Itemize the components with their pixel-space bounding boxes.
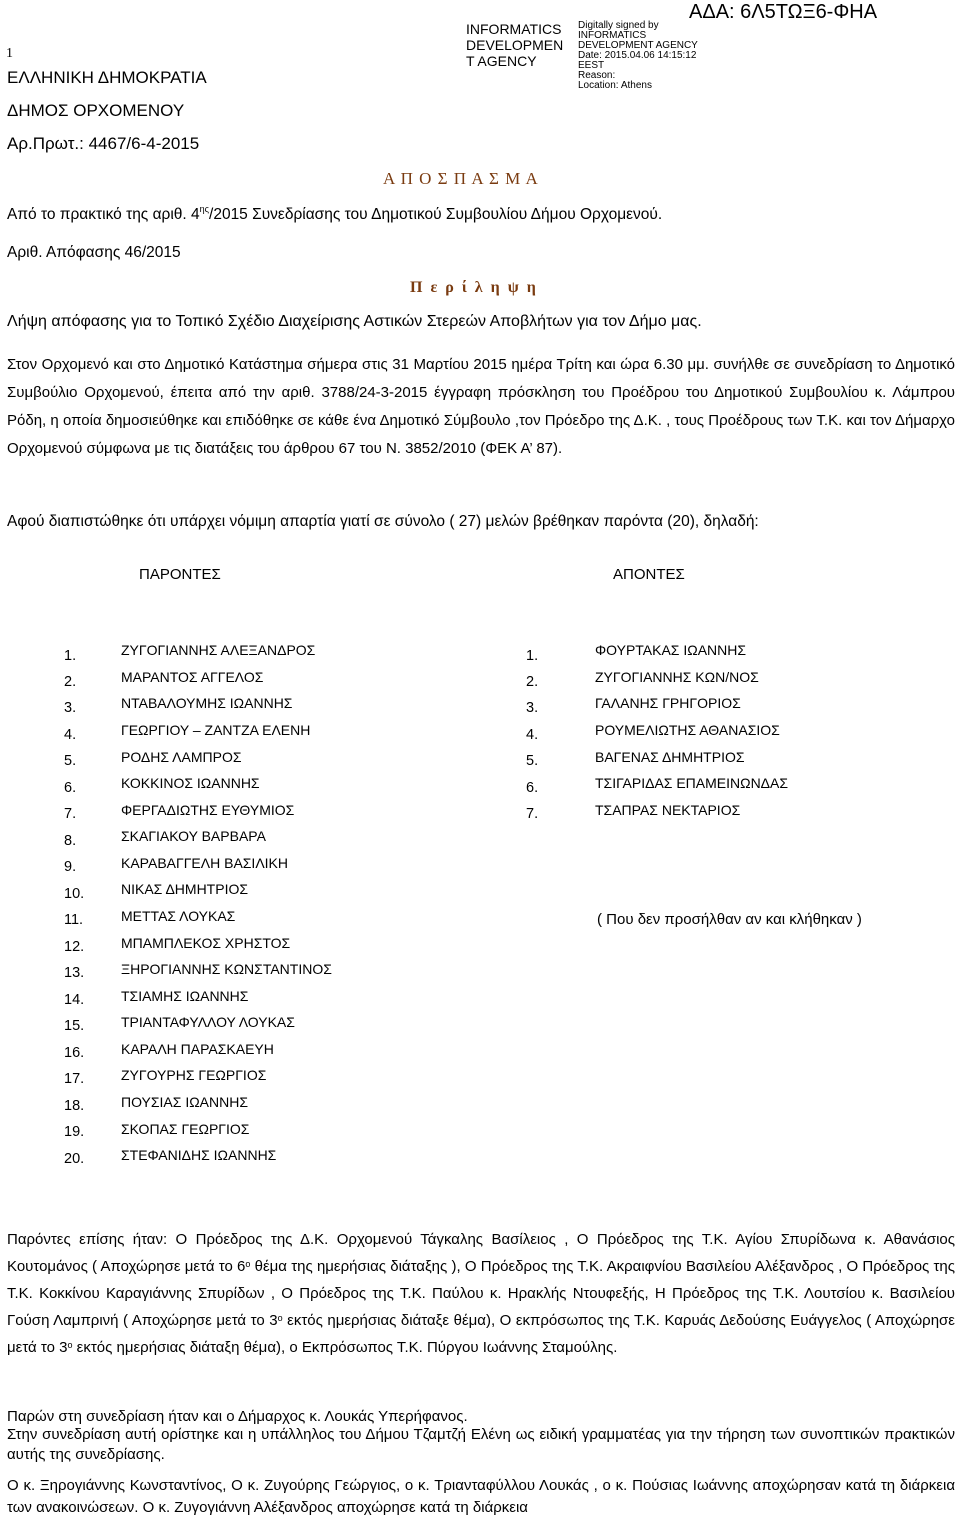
present-number: 18. <box>64 1098 85 1114</box>
signer-line-1: INFORMATICS <box>466 21 562 37</box>
present-number: 15. <box>64 1018 85 1034</box>
also-present-part-1: Παρόντες επίσης ήταν: Ο Πρόεδρος της Δ.Κ. Ορχομενού Τάγκαλης Βασίλειος , Ο Πρόεδρος της Τ.Κ. Αγίου Σπυρίδωνα κ. Αθανάσιος Κουτομάνος ( Αποχώρησε μετά το 6 <box>7 1231 955 1275</box>
present-name: ΤΡΙΑΝΤΑΦΥΛΛΟΥ ΛΟΥΚΑΣ <box>121 1014 295 1030</box>
present-number: 10. <box>64 886 85 902</box>
absent-name: ΤΣΑΠΡΑΣ ΝΕΚΤΑΡΙΟΣ <box>595 802 741 818</box>
also-present-paragraph <box>7 1226 955 1361</box>
departures-paragraph: Ο κ. Ξηρογιάννης Κωνσταντίνος, Ο κ. Ζυγούρης Γεώργιος, ο κ. Τριανταφύλλου Λουκάς , ο κ. Πούσιας Ιωάννης αποχώρησαν κατά τη διάρκεια των ανακοινώσεων. Ο κ. Ζυγογιάννη Αλέξανδρος αποχώρησε κατά τη διάρκεια <box>7 1477 955 1516</box>
present-name: ΡΟΔΗΣ ΛΑΜΠΡΟΣ <box>121 749 242 765</box>
superscript-ordinal: ο <box>67 1340 73 1350</box>
summary-heading: Π ε ρ ί λ η ψ η <box>410 279 538 296</box>
ada-code: ΑΔΑ: 6Λ5ΤΩΞ6-ΦΗΑ <box>689 1 878 23</box>
present-name: ΣΚΟΠΑΣ ΓΕΩΡΓΙΟΣ <box>121 1121 250 1137</box>
absent-note: ( Που δεν προσήλθαν αν και κλήθηκαν ) <box>597 911 862 928</box>
present-number: 5. <box>64 753 77 769</box>
signature-line-5: EEST <box>578 60 605 71</box>
absent-number: 4. <box>526 727 539 743</box>
present-number: 14. <box>64 992 85 1008</box>
minutes-reference <box>7 206 662 224</box>
minutes-line-end: /2015 Συνεδρίασης του Δημοτικού Συμβουλίου Δήμου Ορχομενού. <box>209 206 663 223</box>
summary-text: Λήψη απόφασης για το Τοπικό Σχέδιο Διαχείρισης Αστικών Στερεών Αποβλήτων για τον Δήμο μας. <box>7 313 702 330</box>
absent-number: 6. <box>526 780 539 796</box>
minutes-superscript: ης <box>199 204 210 214</box>
present-name: ΖΥΓΟΥΡΗΣ ΓΕΩΡΓΙΟΣ <box>121 1067 267 1083</box>
present-name: ΣΚΑΓΙΑΚΟΥ ΒΑΡΒΑΡΑ <box>121 828 266 844</box>
present-number: 7. <box>64 806 77 822</box>
superscript-ordinal: ο <box>245 1259 251 1269</box>
signature-line-2: INFORMATICS <box>578 30 647 41</box>
present-name: ΖΥΓΟΓΙΑΝΝΗΣ ΑΛΕΞΑΝΔΡΟΣ <box>121 642 316 658</box>
present-name: ΚΑΡΑΒΑΓΓΕΛΗ ΒΑΣΙΛΙΚΗ <box>121 855 289 871</box>
absent-name: ΒΑΓΕΝΑΣ ΔΗΜΗΤΡΙΟΣ <box>595 749 745 765</box>
present-name: ΓΕΩΡΓΙΟΥ – ΖΑΝΤΖΑ ΕΛΕΝΗ <box>121 722 311 738</box>
present-header: ΠΑΡΟΝΤΕΣ <box>139 566 221 583</box>
signature-line-1: Digitally signed by <box>578 20 659 31</box>
present-name: ΚΑΡΑΛΗ ΠΑΡΑΣΚΑΕΥΗ <box>121 1041 274 1057</box>
absent-header: ΑΠΟΝΤΕΣ <box>613 566 685 583</box>
present-name: ΜΕΤΤΑΣ ΛΟΥΚΑΣ <box>121 908 236 924</box>
clerk-paragraph: Στην συνεδρίαση αυτή ορίστηκε και η υπάλληλος του Δήμου Τζαμτζή Ελένη ως ειδική γραμματέας για την τήρηση των συνοπτικών πρακτικών αυτής της συνεδρίασης. <box>7 1426 955 1463</box>
signature-line-7: Location: Athens <box>578 80 652 91</box>
present-number: 19. <box>64 1124 85 1140</box>
present-name: ΝΤΑΒΑΛΟΥΜΗΣ ΙΩΑΝΝΗΣ <box>121 695 293 711</box>
country-heading: ΕΛΛΗΝΙΚΗ ΔΗΜΟΚΡΑΤΙΑ <box>7 68 207 87</box>
present-number: 6. <box>64 780 77 796</box>
signature-line-6: Reason: <box>578 70 616 81</box>
decision-number: Αριθ. Απόφασης 46/2015 <box>7 244 181 261</box>
also-present-part-3: εκτός ημερήσιας διάταξε θέμα), Ο εκπρόσωπος της Τ.Κ. Καρυάς Δεδούσης Ευάγγελος ( Αποχώρησε μετά το 3 <box>7 1312 955 1356</box>
absent-name: ΡΟΥΜΕΛΙΩΤΗΣ ΑΘΑΝΑΣΙΟΣ <box>595 722 780 738</box>
present-name: ΞΗΡΟΓΙΑΝΝΗΣ ΚΩΝΣΤΑΝΤΙΝΟΣ <box>121 961 332 977</box>
mayor-line: Παρών στη συνεδρίαση ήταν και ο Δήμαρχος κ. Λουκάς Υπερήφανος. <box>7 1408 468 1425</box>
present-number: 13. <box>64 965 85 981</box>
present-number: 16. <box>64 1045 85 1061</box>
present-name: ΜΑΡΑΝΤΟΣ ΑΓΓΕΛΟΣ <box>121 669 264 685</box>
present-name: ΝΙΚΑΣ ΔΗΜΗΤΡΙΟΣ <box>121 881 249 897</box>
present-name: ΦΕΡΓΑΔΙΩΤΗΣ ΕΥΘΥΜΙΟΣ <box>121 802 295 818</box>
present-name: ΤΣΙΑΜΗΣ ΙΩΑΝΝΗΣ <box>121 988 249 1004</box>
absent-number: 3. <box>526 700 539 716</box>
present-number: 11. <box>64 912 84 928</box>
present-number: 8. <box>64 833 77 849</box>
present-number: 4. <box>64 727 77 743</box>
present-number: 20. <box>64 1151 85 1167</box>
signature-line-3: DEVELOPMENT AGENCY <box>578 40 698 51</box>
present-name: ΚΟΚΚΙΝΟΣ ΙΩΑΝΝΗΣ <box>121 775 260 791</box>
absent-name: ΖΥΓΟΓΙΑΝΝΗΣ ΚΩΝ/ΝΟΣ <box>595 669 759 685</box>
also-present-part-4: εκτός ημερήσιας διάταξη θέμα), ο Εκπρόσωπος Τ.Κ. Πύργου Ιωάννης Σταμούλης. <box>72 1339 618 1356</box>
absent-number: 7. <box>526 806 539 822</box>
present-name: ΜΠΑΜΠΛΕΚΟΣ ΧΡΗΣΤΟΣ <box>121 935 291 951</box>
minutes-line-start: Από το πρακτικό της αριθ. 4 <box>7 206 200 223</box>
present-number: 3. <box>64 700 77 716</box>
also-present-part-2: θέμα της ημερήσιας διάταξης ), Ο Πρόεδρος της Τ.Κ. Ακραιφνίου Βασιλείου Αλέξανδρος , Ο Πρόεδρος της Τ.Κ. Κοκκίνου Καραγιάννης Σπυρίδων , Ο Πρόεδρος της Τ.Κ. Παύλου κ. Ηρακλής Ντουφεξής, Η Πρόεδρος της Τ.Κ. Λουτσίου κ. Βασιλείου Γούση Λαμπρινή ( Αποχώρησε μετά το 3 <box>7 1258 955 1329</box>
absent-name: ΦΟΥΡΤΑΚΑΣ ΙΩΑΝΝΗΣ <box>595 642 747 658</box>
signer-line-2: DEVELOPMEN <box>466 37 564 53</box>
absent-number: 1. <box>526 648 539 664</box>
municipality-heading: ΔΗΜΟΣ ΟΡΧΟΜΕΝΟΥ <box>7 101 185 120</box>
present-name: ΣΤΕΦΑΝΙΔΗΣ ΙΩΑΝΝΗΣ <box>121 1147 277 1163</box>
page-number: 1 <box>6 46 13 61</box>
quorum-statement: Αφού διαπιστώθηκε ότι υπάρχει νόμιμη απαρτία γιατί σε σύνολο ( 27) μελών βρέθηκαν παρόντα (20), δηλαδή: <box>7 513 759 530</box>
present-number: 12. <box>64 939 85 955</box>
absent-number: 5. <box>526 753 539 769</box>
present-number: 17. <box>64 1071 85 1087</box>
absent-name: ΤΣΙΓΑΡΙΔΑΣ ΕΠΑΜΕΙΝΩΝΔΑΣ <box>595 775 789 791</box>
document-title: Α Π Ο Σ Π Α Σ Μ Α <box>383 169 539 188</box>
signer-line-3: T AGENCY <box>466 53 537 69</box>
present-number: 9. <box>64 859 77 875</box>
protocol-number: Αρ.Πρωτ.: 4467/6-4-2015 <box>7 134 200 153</box>
signature-line-4: Date: 2015.04.06 14:15:12 <box>578 50 697 61</box>
present-name: ΠΟΥΣΙΑΣ ΙΩΑΝΝΗΣ <box>121 1094 248 1110</box>
intro-paragraph: Στον Ορχομενό και στο Δημοτικό Κατάστημα σήμερα στις 31 Μαρτίου 2015 ημέρα Τρίτη και ώρα 6.30 μμ. συνήλθε σε συνεδρίαση το Δημοτικό Συμβούλιο Ορχομενού, έπειτα από την αριθ. 3788/24-3-2015 έγγραφη πρόσκληση του Προέδρου του Δημοτικού Συμβουλίου κ. Λάμπρου Ρόδη, η οποία δημοσιεύθηκε και επιδόθηκε σε κάθε ένα Δημοτικό Σύμβουλο ,τον Πρόεδρο της Δ.Κ. , τους Προέδρους των Τ.Κ. και τον Δήμαρχο Ορχομενού σύμφωνα με τις διατάξεις του άρθρου 67 του Ν. 3852/2010 (ΦΕΚ Α’ 87). <box>7 356 955 457</box>
present-number: 2. <box>64 674 77 690</box>
absent-number: 2. <box>526 674 539 690</box>
absent-name: ΓΑΛΑΝΗΣ ΓΡΗΓΟΡΙΟΣ <box>595 695 741 711</box>
superscript-ordinal: ο <box>277 1313 283 1323</box>
present-number: 1. <box>64 648 77 664</box>
